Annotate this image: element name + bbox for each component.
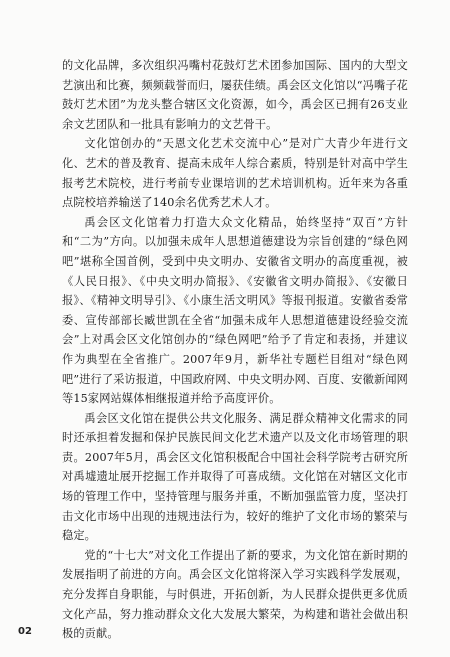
paragraph-4: 禹会区文化馆在提供公共文化服务、满足群众精神文化需求的同时还承担着发掘和保护民族民间文化艺术遗产以及文化市场管理的职责。2007年5月，禹会区文化馆积极配合中国社会科学院考古研究所对禹墟遗址展开挖掘工作并取得了可喜成绩。文化馆在对辖区文化市场的管理工作中，坚持管理与服务并重，不断加强监管力度，坚决打击文化市场中出现的违规违法行为，较好的维护了文化市场的繁荣与稳定。 [62, 411, 408, 543]
paragraph-1: 的文化品牌，多次组织冯嘴村花鼓灯艺术团参加国际、国内的大型文艺演出和比赛，频频载誉而归，屡获佳绩。禹会区文化馆以“冯嘴子花鼓灯艺术团”为龙头整合辖区文化资源，如今，禹会区已拥有26支业余文艺团队和一批具有影响力的文艺骨干。 [62, 59, 408, 131]
paragraph-3: 禹会区文化馆着力打造大众文化精品，始终坚持“双百”方针和“二为”方向。以加强未成年人思想道德建设为宗旨创建的“绿色网吧”堪称全国首例，受到中央文明办、安徽省文明办的高度重视，被《人民日报》、《中央文明办简报》、《安徽省文明办简报》、《安徽日报》、《精神文明导引》、《小康生活文明风》等报刊报道。安徽省委常委、宣传部部长臧世凯在全省“加强未成年人思想道德建设经验交流会”上对禹会区文化馆创办的“绿色网吧”给予了肯定和表扬，并建议作为典型在全省推广。2007年9月，新华社专题栏目组对“绿色网吧”进行了采访报道，中国政府网、中央文明办网、百度、安徽新闻网等15家网站媒体相继报道并给予高度评价。 [62, 215, 408, 406]
paragraph-2: 文化馆创办的“天恩文化艺术交流中心”是对广大青少年进行文化、艺术的普及教育、提高未成年人综合素质，特别是针对高中学生报考艺术院校，进行考前专业课培训的艺术培训机构。近年来为各重点院校培养输送了140余名优秀艺术人才。 [62, 137, 408, 210]
page-number: 02 [18, 626, 32, 637]
paragraph-5: 党的“十七大”对文化工作提出了新的要求，为文化馆在新时期的发展指明了前进的方向。禹会区文化馆将深入学习实践科学发展观，充分发挥自身职能，与时俱进，开拓创新，为人民群众提供更多优质文化产品，努力推动群众文化大发展大繁荣，为构建和谐社会做出积极的贡献。 [62, 548, 408, 641]
body-text [62, 56, 408, 644]
